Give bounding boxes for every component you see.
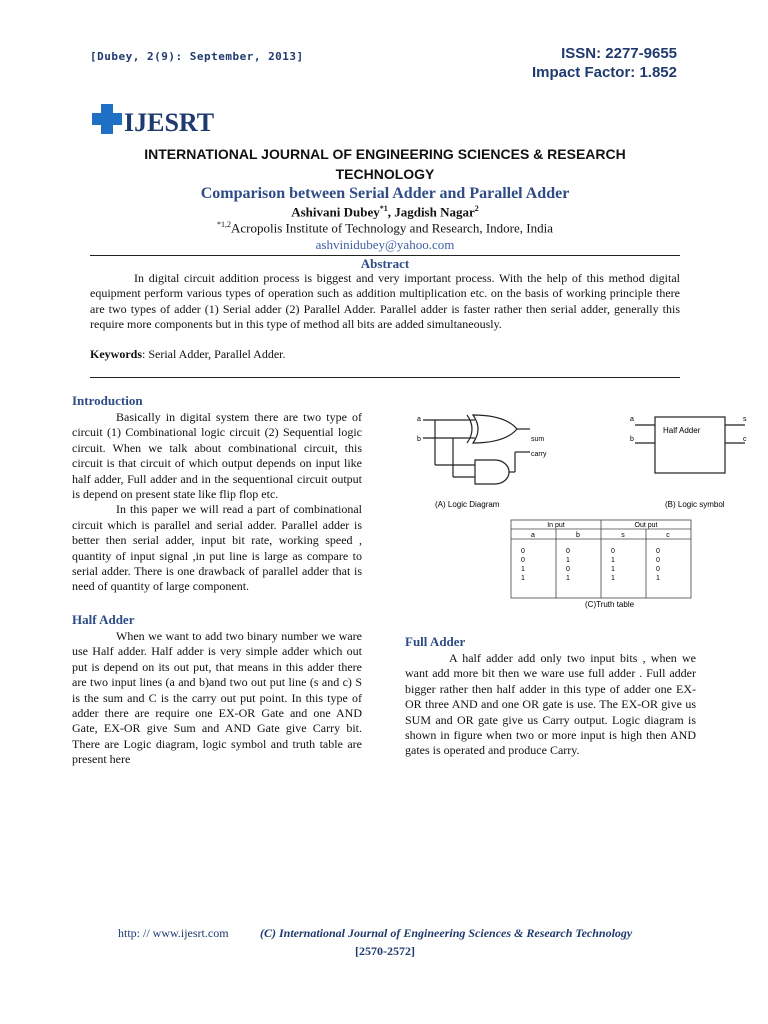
table-cell: 0	[611, 548, 615, 555]
table-cell: 0	[521, 557, 525, 564]
keywords	[90, 347, 285, 362]
table-col-c: c	[666, 532, 670, 539]
affiliation	[90, 220, 680, 236]
diagram-label-b: b	[417, 436, 421, 443]
table-cell: 0	[521, 548, 525, 555]
table-col-b: b	[576, 532, 580, 539]
divider-bottom	[90, 377, 680, 378]
table-header-output: Out put	[634, 522, 658, 529]
caption-logic-symbol: (B) Logic symbol	[665, 500, 725, 509]
diagram-label-a: a	[417, 416, 421, 423]
half-adder-figure	[405, 405, 750, 615]
symbol-b: b	[630, 436, 634, 443]
table-cell: 0	[566, 548, 570, 555]
full-adder-heading: Full Adder	[405, 634, 466, 649]
authors	[90, 204, 680, 220]
table-cell: 0	[656, 548, 660, 555]
keywords-label: Keywords	[90, 347, 142, 361]
caption-truth-table: (C)Truth table	[585, 600, 635, 609]
half-adder-p1: When we want to add two binary number we ware use Half adder. Half adder is very simple adder which out put is depend on its out put, that means in this adder there are two input lines (a and b)and two out put line (s and c) S is the sum and C is the carry out put point. In this type of adder there are require one EX-OR Gate and one AND Gate, EX-OR give Sum and AND Gate give Carry bit. There are Logic diagram, logic symbol and truth table are present here	[72, 628, 362, 767]
affiliation-text: Acropolis Institute of Technology and Research, Indore, India	[231, 220, 553, 236]
right-column	[405, 634, 696, 759]
symbol-c: c	[743, 436, 747, 443]
symbol-a: a	[630, 416, 634, 423]
truth-table	[511, 520, 691, 598]
full-adder-text	[405, 651, 696, 759]
journal-name-line2: TECHNOLOGY	[335, 166, 435, 182]
caption-logic-diagram: (A) Logic Diagram	[435, 500, 500, 509]
introduction-text	[72, 410, 362, 595]
abstract-body: In digital circuit addition process is biggest and very important process. With the help of this method digital equipment perform various types of operation such as addition multiplication etc. on the basis of working principle there are two types of adder (1) Serial adder (2) Parallel Adder. Parallel adder is faster rather then serial adder, generally this require more components but in this type of method all bits are added simultaneously.	[90, 271, 680, 332]
affiliation-sup: *1,2	[217, 220, 232, 229]
footer-pages: [2570-2572]	[355, 944, 415, 958]
table-cell: 0	[656, 557, 660, 564]
citation: [Dubey, 2(9): September, 2013]	[90, 50, 304, 63]
table-col-s: s	[621, 532, 625, 539]
abstract-heading: Abstract	[360, 256, 410, 271]
introduction-heading: Introduction	[72, 393, 143, 408]
author-email[interactable]: ashvinidubey@yahoo.com	[315, 237, 455, 252]
author-2-sup: 2	[474, 204, 479, 213]
author-2: Jagdish Nagar	[394, 204, 475, 220]
abstract-text	[90, 271, 680, 333]
journal-name-line1: INTERNATIONAL JOURNAL OF ENGINEERING SCIENCES & RESEARCH	[144, 146, 626, 162]
footer-journal: (C) International Journal of Engineering Sciences & Research Technology	[260, 926, 633, 940]
table-cell: 1	[611, 566, 615, 573]
table-cell: 1	[656, 575, 660, 582]
impact-factor: Impact Factor: 1.852	[531, 64, 677, 81]
diagram-label-carry: carry	[531, 451, 547, 458]
left-column	[72, 393, 362, 768]
logo-text: IJESRT	[124, 108, 215, 137]
introduction-p1: Basically in digital system there are two type of circuit (1) Combinational logic circuit (2) Sequential logic circuit. When we talk about combinational circuit, this circuit is that circuit of which output depends on input like half adder, Full adder and in the sequentional circuit output is depend on present state like flip flop etc.	[72, 410, 362, 502]
introduction-p2: In this paper we will read a part of combinational circuit which is parallel and serial adder. Parallel adder is better then serial adder, input bit rate, working speed , quantity of input signal ,in put line is large as compare to serial adder. There is one drawback of parallel adder that is need of quantity of large component.	[72, 502, 362, 594]
half-adder-heading: Half Adder	[72, 611, 135, 627]
issn-block	[532, 44, 677, 82]
diagram-label-sum: sum	[531, 436, 545, 443]
author-1: Ashivani Dubey	[291, 204, 380, 220]
issn: ISSN: 2277-9655	[561, 45, 677, 62]
symbol-s: s	[743, 416, 747, 423]
footer-url[interactable]: http: // www.ijesrt.com	[118, 926, 229, 940]
symbol-title: Half Adder	[663, 426, 701, 435]
table-cell: 0	[566, 566, 570, 573]
keywords-list: : Serial Adder, Parallel Adder.	[142, 347, 286, 361]
plus-icon	[90, 102, 124, 136]
table-cell: 1	[521, 566, 525, 573]
author-separator: ,	[387, 204, 395, 220]
logic-diagram	[423, 415, 530, 484]
author-1-sup: *1	[379, 204, 388, 213]
truth-table-values	[521, 522, 670, 582]
paper-title: Comparison between Serial Adder and Parallel Adder	[200, 185, 570, 202]
table-cell: 1	[566, 575, 570, 582]
journal-name	[100, 144, 670, 184]
table-cell: 1	[611, 575, 615, 582]
figure-drawing	[405, 405, 750, 615]
table-header-input: In put	[547, 522, 565, 529]
half-adder-text	[72, 629, 362, 768]
full-adder-p1: A half adder add only two input bits , when we want add more bit then we ware use full adder . Full adder bigger rather then half adder in this type of adder one EX-OR three AND and one OR gate is use. The EX-OR give us SUM and OR gate give us Carry output. Logic diagram is shown in figure when two or more input is high then AND gates is operated and produce Carry.	[405, 651, 696, 758]
table-cell: 0	[656, 566, 660, 573]
table-cell: 1	[521, 575, 525, 582]
table-col-a: a	[531, 532, 535, 539]
table-cell: 1	[566, 557, 570, 564]
table-cell: 1	[611, 557, 615, 564]
